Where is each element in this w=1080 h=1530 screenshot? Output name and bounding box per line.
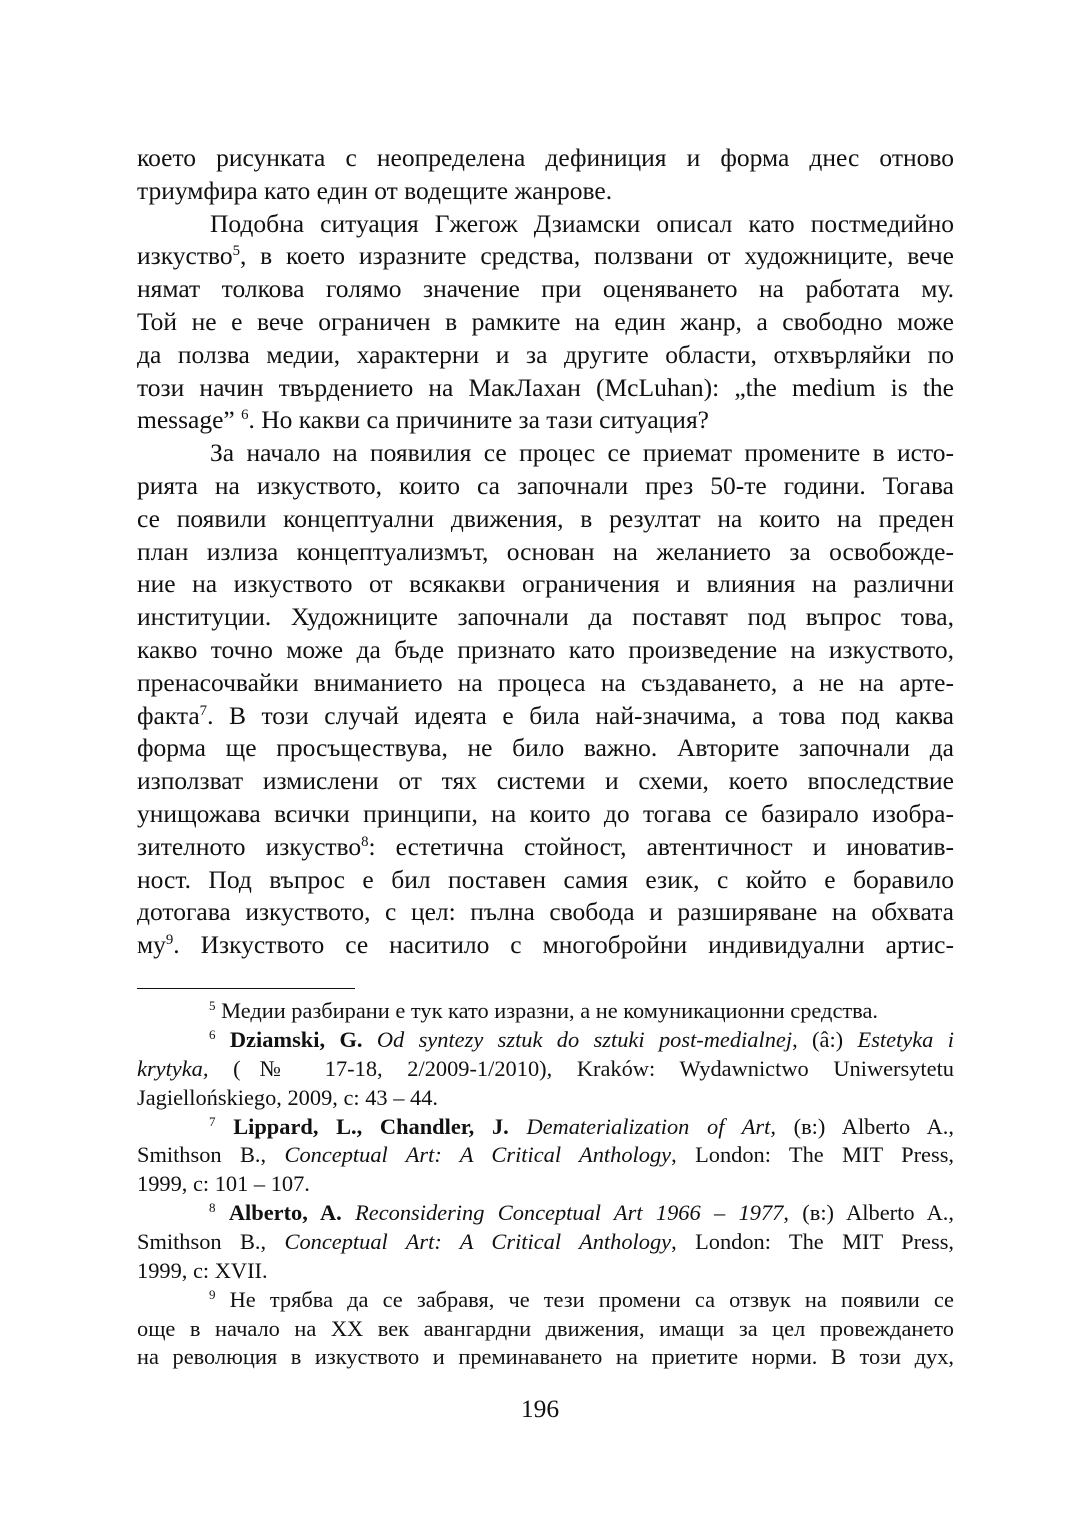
footnote-text: (№ 17-18, 2/2009-1/2010), Kraków: Wydawnictwo Uniwersytetu [208, 1055, 954, 1081]
text-line: ност. Под въпрос е бил поставен самия език, с който е боравило [137, 864, 954, 894]
text-line: пренасочвайки вниманието на процеса на създаването, а не на арте- [137, 667, 954, 697]
footnote-number: 8 [209, 1200, 216, 1216]
text-line: ние на изкуството от всякакви ограничения и влияния на различни [137, 569, 954, 599]
footnote-text: Медии разбирани е тук като изразни, а не комуникационни средства. [215, 998, 878, 1023]
footnote-text: , (â:) [792, 1027, 858, 1053]
footnote-ref-9: 9 [165, 931, 174, 948]
text-line: което рисунката с неопределена дефиниция и форма днес отново [137, 143, 954, 172]
footnote-ref-5: 5 [232, 243, 240, 260]
footnote-text: Smithson B., [137, 1142, 285, 1168]
text-segment: message” [137, 405, 242, 435]
footnote-text: , London: The MIT Press, [671, 1142, 955, 1168]
footnote-5 [137, 997, 954, 1026]
footnote-title: Dematerialization of Art, [526, 1113, 776, 1139]
footnote-ref-7: 7 [199, 702, 208, 719]
text-segment: изкуство [137, 241, 233, 271]
text-line: се появили концептуални движения, в резултат на които на преден [137, 503, 954, 533]
footnote-book: Conceptual Art: A Critical Anthology [284, 1142, 672, 1168]
footnote-number: 9 [209, 1286, 216, 1302]
footnote-title: Od syntezy sztuk do sztuki post-medialnej [376, 1027, 793, 1053]
footnote-9-line-2: още в начало на XX век авангардни движения, имащи за цел провеждането [137, 1315, 954, 1341]
footnote-8 [137, 1199, 954, 1228]
footnote-7 [137, 1113, 954, 1142]
footnote-7-line-2 [137, 1141, 954, 1170]
footnote-text: , (в:) Alberto A., [783, 1200, 954, 1226]
text-line: план излиза концептуализмът, основан на желанието за освобожде- [137, 536, 954, 566]
footnote-separator [137, 988, 355, 989]
text-line [137, 404, 954, 437]
footnote-author: Alberto, A. [228, 1200, 342, 1226]
text-segment: . В този случай идеята е била най-значима, а това под каква [207, 700, 954, 730]
text-line: Той не е вече ограничен в рамките на един жанр, а свободно може [137, 306, 954, 336]
footnotes [137, 997, 954, 1372]
text-segment: зителното изкуство [137, 831, 362, 861]
page-number: 196 [520, 1394, 560, 1423]
text-line: нямат толкова голямо значение при оценяването на работата му. [137, 274, 954, 304]
text-line: използват измислени от тях системи и схеми, което впоследствие [137, 766, 954, 796]
footnote-author: Dziamski, G. [229, 1027, 363, 1053]
footnote-number: 5 [209, 997, 216, 1013]
text-line: дотогава изкуството, с цел: пълна свобода и разширяване на обхвата [137, 897, 954, 927]
text-segment: , в което изразните средства, ползвани от художниците, вече [239, 241, 954, 271]
footnote-text: Smithson B., [137, 1229, 285, 1254]
text-line: институции. Художниците започнали да поставят под въпрос това, [137, 602, 954, 632]
footnote-6-line-3: Jagiellońskiego, 2009, с: 43 – 44. [137, 1084, 438, 1110]
footnote-text: , London: The MIT Press, [671, 1229, 955, 1254]
text-line: унищожава всички принципи, на които до тогава се базирало изобра- [137, 798, 954, 828]
text-segment: . Изкуството се наситило с многобройни индивидуални артис- [173, 930, 954, 960]
text-line: какво точно може да бъде признато като произведение на изкуството, [137, 634, 954, 664]
text-line: Подобна ситуация Гжегож Дзиамски описал като постмедийно [210, 208, 954, 238]
footnote-text: (в:) Alberto A., [775, 1113, 954, 1139]
body-text [137, 142, 954, 962]
footnote-ref-8: 8 [361, 833, 369, 850]
footnote-7-line-3: 1999, с: 101 – 107. [137, 1171, 310, 1197]
text-line: триумфира като един от водещите жанрове. [137, 175, 613, 205]
footnote-8-line-3: 1999, с: XVII. [137, 1257, 268, 1283]
text-line [137, 240, 954, 273]
text-line [137, 929, 954, 962]
footnote-book: Conceptual Art: A Critical Anthology [284, 1229, 672, 1254]
text-segment: : естетична стойност, автентичност и иноватив- [368, 831, 954, 861]
text-line: този начин твърдението на МакЛахан (McLuhan): „the medium is the [137, 372, 954, 402]
footnote-number: 7 [209, 1113, 216, 1129]
text-segment: му [137, 930, 166, 960]
footnote-text: Не трябва да се забравя, че тези промени са отзвук на появили се [215, 1286, 954, 1312]
footnote-9 [137, 1286, 954, 1315]
footnote-6-line-2 [137, 1055, 954, 1084]
footnote-title: Reconsidering Conceptual Art 1966 – 1977 [355, 1200, 784, 1226]
footnote-6 [137, 1026, 954, 1055]
text-line: рията на изкуството, които са започнали през 50-те години. Тогава [137, 470, 954, 500]
footnote-number: 6 [209, 1027, 216, 1043]
footnote-ref-6: 6 [241, 407, 249, 424]
text-line [137, 700, 954, 733]
text-line [137, 831, 954, 864]
text-line: форма ще просъществува, не било важно. Авторите започнали да [137, 733, 954, 763]
text-segment: . Но какви са причините за тази ситуация? [248, 405, 709, 435]
footnote-9-line-3: на революция в изкуството и преминаването на приетите норми. В този дух, [137, 1344, 954, 1370]
footnote-8-line-2 [137, 1228, 954, 1257]
footnote-author: Lippard, L., Chandler, J. [233, 1113, 509, 1139]
text-segment: факта [137, 700, 200, 730]
text-line: да ползва медии, характерни и за другите области, отхвърляйки по [137, 339, 954, 369]
footnote-journal: krytyka, [137, 1055, 209, 1081]
footnote-journal: Estetyka i [857, 1027, 954, 1053]
text-line: За начало на появилия се процес се приемат промените в исто- [210, 438, 954, 468]
